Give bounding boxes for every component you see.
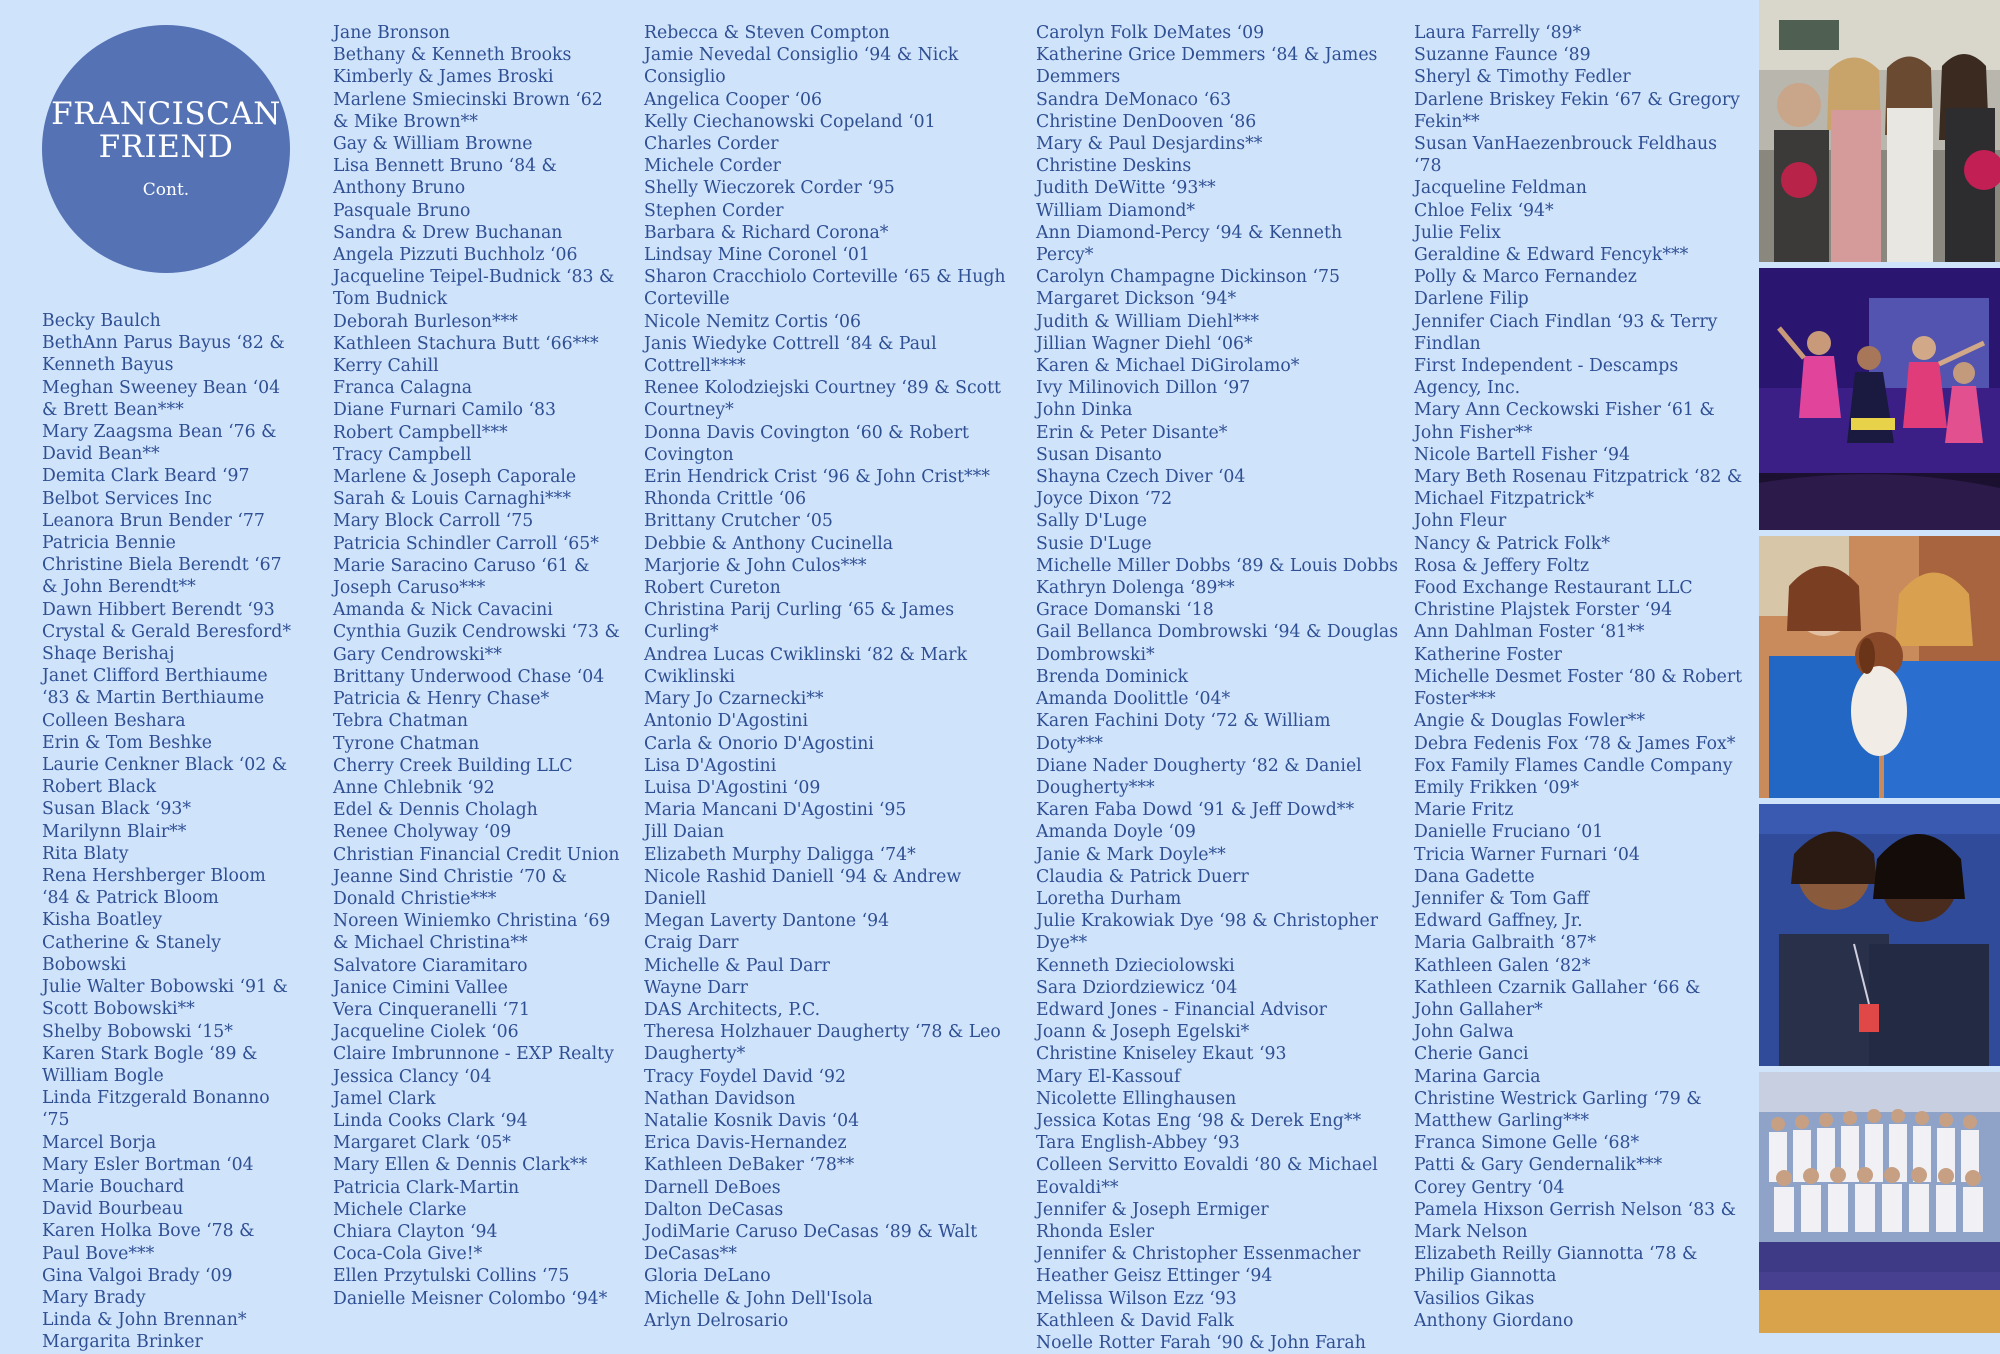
donor-entry: Ann Diamond-Percy ‘94 & Kenneth Percy* bbox=[1036, 222, 1343, 266]
donor-entry: Julie Krakowiak Dye ‘98 & Christopher Dye** bbox=[1036, 911, 1378, 954]
donor-entry: Sarah & Louis Carnaghi*** bbox=[333, 489, 571, 510]
donor-entry: Marjorie & John Culos*** bbox=[644, 555, 867, 576]
donor-entry: Charles Corder bbox=[644, 134, 779, 155]
donor-entry: Kathleen Stachura Butt ‘66*** bbox=[333, 333, 599, 354]
donor-entry: JodiMarie Caruso DeCasas ‘89 & Walt DeCasas** bbox=[644, 1221, 978, 1265]
donor-entry: Judith & William Diehl*** bbox=[1036, 311, 1260, 332]
donor-entry: Kenneth Dzieciolowski bbox=[1036, 955, 1235, 976]
donor-entry: DAS Architects, P.C. bbox=[644, 999, 821, 1020]
donor-entry: Carolyn Champagne Dickinson ‘75 bbox=[1036, 267, 1340, 288]
donor-entry: Sharon Cracchiolo Corteville ‘65 & Hugh Corteville bbox=[644, 267, 1006, 310]
donor-entry: Karen Fachini Doty ‘72 & William Doty*** bbox=[1036, 711, 1331, 754]
donor-entry: Marie Fritz bbox=[1414, 800, 1514, 821]
donor-column-5 bbox=[1414, 22, 1744, 1332]
donor-entry: Karen Stark Bogle ‘89 & William Bogle bbox=[42, 1043, 258, 1086]
donor-entry: Carla & Onorio D'Agostini bbox=[644, 733, 874, 754]
donor-entry: Darnell DeBoes bbox=[644, 1177, 781, 1198]
donor-entry: Mary Jo Czarnecki** bbox=[644, 689, 824, 710]
donor-entry: First Independent - Descamps Agency, Inc. bbox=[1414, 356, 1679, 399]
donor-entry: Geraldine & Edward Fencyk*** bbox=[1414, 245, 1689, 266]
donor-entry: Diane Furnari Camilo ‘83 bbox=[333, 400, 556, 421]
donor-entry: Brenda Dominick bbox=[1036, 666, 1189, 687]
donor-entry: Margaret Clark ‘05* bbox=[333, 1133, 511, 1154]
donor-entry: Sally D'Luge bbox=[1036, 511, 1147, 532]
donor-entry: Vasilios Gikas bbox=[1414, 1288, 1535, 1309]
donor-entry: Elizabeth Reilly Giannotta ‘78 & Philip Giannotta bbox=[1414, 1244, 1698, 1287]
donor-entry: Tracy Foydel David ‘92 bbox=[644, 1066, 847, 1087]
donor-entry: Jacqueline Teipel-Budnick ‘83 & Tom Budnick bbox=[333, 267, 615, 310]
donor-entry: Nancy & Patrick Folk* bbox=[1414, 533, 1610, 554]
donor-entry: Katherine Grice Demmers ‘84 & James Demmers bbox=[1036, 45, 1378, 88]
donor-entry: Susie D'Luge bbox=[1036, 533, 1152, 554]
donor-entry: John Fleur bbox=[1414, 511, 1507, 532]
donor-entry: Debbie & Anthony Cucinella bbox=[644, 533, 894, 554]
donor-column-3 bbox=[644, 22, 1016, 1332]
donor-entry: Shelby Bobowski ‘15* bbox=[42, 1021, 233, 1042]
donor-column-1 bbox=[42, 310, 297, 1354]
donor-entry: Mary Zaagsma Bean ‘76 & David Bean** bbox=[42, 422, 277, 465]
donor-entry: Erin & Tom Beshke bbox=[42, 732, 212, 753]
photo-two-students bbox=[1759, 804, 2000, 1066]
donor-entry: Melissa Wilson Ezz ‘93 bbox=[1036, 1288, 1237, 1309]
donor-entry: Dawn Hibbert Berendt ‘93 bbox=[42, 599, 275, 620]
donor-entry: Coca-Cola Give!* bbox=[333, 1244, 483, 1265]
donor-entry: Lisa Bennett Bruno ‘84 & Anthony Bruno bbox=[333, 156, 557, 199]
donor-entry: Franca Simone Gelle ‘68* bbox=[1414, 1133, 1640, 1154]
donor-entry: Mary Block Carroll ‘75 bbox=[333, 511, 534, 532]
donor-entry: Michele Clarke bbox=[333, 1199, 467, 1220]
badge-continued-label: Cont. bbox=[142, 180, 190, 200]
donor-entry: Sheryl & Timothy Fedler bbox=[1414, 67, 1631, 88]
donor-entry: Gail Bellanca Dombrowski ‘94 & Douglas Dombrowski* bbox=[1036, 622, 1399, 665]
donor-entry: Tyrone Chatman bbox=[333, 733, 480, 754]
donor-entry: Susan Black ‘93* bbox=[42, 799, 192, 820]
donor-entry: Kathleen DeBaker ‘78** bbox=[644, 1155, 855, 1176]
donor-entry: Loretha Durham bbox=[1036, 888, 1182, 909]
photo-students-with-dog bbox=[1759, 536, 2000, 798]
donor-entry: Andrea Lucas Cwiklinski ‘82 & Mark Cwiklinski bbox=[644, 644, 968, 687]
donor-entry: Shelly Wieczorek Corder ‘95 bbox=[644, 178, 895, 199]
donor-entry: Kelly Ciechanowski Copeland ‘01 bbox=[644, 111, 936, 132]
donor-entry: Julie Felix bbox=[1414, 222, 1501, 243]
donor-entry: Megan Laverty Dantone ‘94 bbox=[644, 911, 890, 932]
donor-entry: Lindsay Mine Coronel ‘01 bbox=[644, 245, 870, 266]
donor-entry: Marie Saracino Caruso ‘61 & Joseph Caruso*** bbox=[333, 555, 590, 599]
donor-entry: Erin Hendrick Crist ‘96 & John Crist*** bbox=[644, 467, 990, 488]
donor-entry: Cherie Ganci bbox=[1414, 1044, 1529, 1065]
donor-entry: Margaret Dickson ‘94* bbox=[1036, 289, 1237, 310]
donor-entry: Diane Nader Dougherty ‘82 & Daniel Dougherty*** bbox=[1036, 755, 1362, 798]
donor-entry: Joyce Dixon ‘72 bbox=[1036, 489, 1173, 510]
donor-entry: Marlene Smiecinski Brown ‘62 & Mike Brown** bbox=[333, 89, 603, 132]
donor-entry: Pamela Hixson Gerrish Nelson ‘83 & Mark Nelson bbox=[1414, 1199, 1737, 1242]
donor-entry: Dalton DeCasas bbox=[644, 1199, 784, 1220]
donor-entry: Nicole Bartell Fisher ‘94 bbox=[1414, 444, 1630, 465]
donor-entry: Maria Mancani D'Agostini ‘95 bbox=[644, 800, 907, 821]
donor-entry: Karen Faba Dowd ‘91 & Jeff Dowd** bbox=[1036, 800, 1355, 821]
donor-entry: Luisa D'Agostini ‘09 bbox=[644, 777, 821, 798]
donor-entry: Bethany & Kenneth Brooks bbox=[333, 45, 572, 66]
donor-entry: Catherine & Stanely Bobowski bbox=[42, 932, 222, 975]
donor-entry: Janis Wiedyke Cottrell ‘84 & Paul Cottrell**** bbox=[644, 333, 937, 377]
donor-entry: Brittany Underwood Chase ‘04 bbox=[333, 666, 605, 687]
donor-entry: Gay & William Browne bbox=[333, 134, 533, 155]
donor-entry: Jessica Clancy ‘04 bbox=[333, 1066, 492, 1087]
donor-entry: Rhonda Crittle ‘06 bbox=[644, 489, 807, 510]
donor-column-4 bbox=[1036, 22, 1400, 1354]
donor-entry: Tara English-Abbey ‘93 bbox=[1036, 1133, 1240, 1154]
donor-entry: Erin & Peter Disante* bbox=[1036, 422, 1228, 443]
donor-entry: Emily Frikken ‘09* bbox=[1414, 777, 1580, 798]
donor-entry: Patricia & Henry Chase* bbox=[333, 689, 550, 710]
donor-entry: Rhonda Esler bbox=[1036, 1221, 1155, 1242]
donor-entry: Natalie Kosnik Davis ‘04 bbox=[644, 1110, 860, 1131]
donor-entry: Jamie Nevedal Consiglio ‘94 & Nick Consiglio bbox=[644, 45, 959, 88]
donor-entry: Brittany Crutcher ‘05 bbox=[644, 511, 833, 532]
donor-entry: Meghan Sweeney Bean ‘04 & Brett Bean*** bbox=[42, 377, 281, 420]
donor-entry: Christine Plajstek Forster ‘94 bbox=[1414, 600, 1673, 621]
donor-entry: Jill Daian bbox=[644, 822, 725, 843]
donor-entry: Ellen Przytulski Collins ‘75 bbox=[333, 1266, 570, 1287]
donor-entry: Michelle & Paul Darr bbox=[644, 955, 830, 976]
donor-entry: Rosa & Jeffery Foltz bbox=[1414, 555, 1590, 576]
donor-entry: Tracy Campbell bbox=[333, 444, 472, 465]
donor-entry: Lisa D'Agostini bbox=[644, 755, 777, 776]
donor-entry: Christine DenDooven ‘86 bbox=[1036, 111, 1257, 132]
donor-entry: Elizabeth Murphy Daligga ‘74* bbox=[644, 844, 916, 865]
donor-entry: Christine Deskins bbox=[1036, 156, 1192, 177]
donor-entry: Theresa Holzhauer Daugherty ‘78 & Leo Daugherty* bbox=[644, 1022, 1001, 1065]
donor-entry: Christian Financial Credit Union bbox=[333, 844, 620, 865]
donor-entry: Darlene Filip bbox=[1414, 289, 1529, 310]
donor-entry: Sara Dziordziewicz ‘04 bbox=[1036, 977, 1238, 998]
donor-entry: Claudia & Patrick Duerr bbox=[1036, 866, 1249, 887]
donor-entry: Deborah Burleson*** bbox=[333, 311, 518, 332]
donor-entry: Amanda & Nick Cavacini bbox=[333, 600, 553, 621]
donor-entry: Claire Imbrunnone - EXP Realty bbox=[333, 1044, 614, 1065]
donor-entry: Franca Calagna bbox=[333, 378, 473, 399]
donor-entry: Jennifer & Tom Gaff bbox=[1414, 888, 1590, 909]
donor-entry: Mary & Paul Desjardins** bbox=[1036, 134, 1263, 155]
donor-entry: David Bourbeau bbox=[42, 1199, 184, 1220]
donor-entry: Danielle Meisner Colombo ‘94* bbox=[333, 1288, 608, 1309]
donor-entry: John Dinka bbox=[1036, 400, 1133, 421]
donor-entry: Anthony Giordano bbox=[1414, 1310, 1574, 1331]
donor-entry: Mary Ann Ceckowski Fisher ‘61 & John Fisher** bbox=[1414, 400, 1715, 443]
donor-entry: Antonio D'Agostini bbox=[644, 711, 809, 732]
photo-dance-performance bbox=[1759, 268, 2000, 530]
donor-entry: Craig Darr bbox=[644, 933, 739, 954]
donor-entry: Nathan Davidson bbox=[644, 1088, 796, 1109]
donor-entry: Christina Parij Curling ‘65 & James Curling* bbox=[644, 600, 955, 643]
donor-entry: Ann Dahlman Foster ‘81** bbox=[1414, 622, 1645, 643]
donor-entry: Arlyn Delrosario bbox=[644, 1310, 789, 1331]
donor-entry: Amanda Doyle ‘09 bbox=[1036, 822, 1196, 843]
donor-entry: Christine Biela Berendt ‘67 & John Berendt** bbox=[42, 555, 282, 598]
donor-entry: Patricia Clark-Martin bbox=[333, 1177, 520, 1198]
donor-entry: Fox Family Flames Candle Company bbox=[1414, 755, 1733, 776]
franciscan-friend-badge bbox=[42, 25, 290, 273]
donor-entry: Jennifer & Joseph Ermiger bbox=[1036, 1199, 1269, 1220]
donor-entry: Robert Cureton bbox=[644, 578, 781, 599]
donor-entry: Colleen Beshara bbox=[42, 710, 186, 731]
donor-entry: Marlene & Joseph Caporale bbox=[333, 467, 577, 488]
donor-entry: Edward Gaffney, Jr. bbox=[1414, 911, 1583, 932]
donor-entry: Linda & John Brennan* bbox=[42, 1310, 247, 1331]
donor-entry: Carolyn Folk DeMates ‘09 bbox=[1036, 23, 1265, 43]
donor-entry: Kimberly & James Broski bbox=[333, 67, 554, 88]
donor-entry: Grace Domanski ‘18 bbox=[1036, 600, 1214, 621]
donor-entry: Noreen Winiemko Christina ‘69 & Michael Christina** bbox=[333, 911, 611, 954]
donor-entry: Corey Gentry ‘04 bbox=[1414, 1177, 1565, 1198]
donor-entry: Sandra DeMonaco ‘63 bbox=[1036, 89, 1232, 110]
donor-entry: Cherry Creek Building LLC bbox=[333, 755, 573, 776]
donor-entry: Laura Farrelly ‘89* bbox=[1414, 23, 1582, 43]
donor-entry: Angela Pizzuti Buchholz ‘06 bbox=[333, 245, 578, 266]
donor-entry: Marcel Borja bbox=[42, 1132, 157, 1153]
donor-entry: Rita Blaty bbox=[42, 843, 129, 864]
donor-entry: Michelle & John Dell'Isola bbox=[644, 1288, 873, 1309]
donor-entry: Katherine Foster bbox=[1414, 644, 1562, 665]
donor-entry: Sandra & Drew Buchanan bbox=[333, 222, 563, 243]
donor-entry: BethAnn Parus Bayus ‘82 & Kenneth Bayus bbox=[42, 333, 285, 376]
donor-entry: Leanora Brun Bender ‘77 bbox=[42, 510, 265, 531]
donor-entry: Nicole Nemitz Cortis ‘06 bbox=[644, 311, 861, 332]
donor-entry: Karen Holka Bove ‘78 & Paul Bove*** bbox=[42, 1221, 255, 1264]
donor-entry: Colleen Servitto Eovaldi ‘80 & Michael Eovaldi** bbox=[1036, 1155, 1378, 1198]
donor-entry: Cynthia Guzik Cendrowski ‘73 & Gary Cendrowski** bbox=[333, 622, 620, 665]
donor-entry: Jennifer Ciach Findlan ‘93 & Terry Findlan bbox=[1414, 311, 1718, 354]
donor-entry: Pasquale Bruno bbox=[333, 200, 471, 221]
donor-entry: Crystal & Gerald Beresford* bbox=[42, 621, 291, 642]
photo-volleyball-team bbox=[1759, 1072, 2000, 1333]
donor-entry: Michele Corder bbox=[644, 156, 781, 177]
donor-entry: Polly & Marco Fernandez bbox=[1414, 267, 1637, 288]
donor-entry: Laurie Cenkner Black ‘02 & Robert Black bbox=[42, 755, 288, 798]
donor-entry: Janie & Mark Doyle** bbox=[1036, 844, 1226, 865]
donor-entry: Shaqe Berishaj bbox=[42, 644, 175, 665]
donor-entry: Nicolette Ellinghausen bbox=[1036, 1088, 1237, 1109]
donor-entry: Christine Westrick Garling ‘79 & Matthew Garling*** bbox=[1414, 1088, 1702, 1131]
donor-entry: Jessica Kotas Eng ‘98 & Derek Eng** bbox=[1036, 1110, 1362, 1131]
donor-entry: Mary El-Kassouf bbox=[1036, 1066, 1181, 1087]
donor-entry: Chiara Clayton ‘94 bbox=[333, 1221, 498, 1242]
donor-entry: Kathleen Czarnik Gallaher ‘66 & John Gallaher* bbox=[1414, 977, 1701, 1020]
donor-entry: Patricia Bennie bbox=[42, 533, 176, 554]
donor-entry: Shayna Czech Diver ‘04 bbox=[1036, 467, 1246, 488]
donor-entry: Mary Beth Rosenau Fitzpatrick ‘82 & Michael Fitzpatrick* bbox=[1414, 467, 1743, 510]
donor-entry: Vera Cinqueranelli ‘71 bbox=[333, 999, 530, 1020]
donor-entry: Anne Chlebnik ‘92 bbox=[333, 777, 495, 798]
donor-entry: Donna Davis Covington ‘60 & Robert Covington bbox=[644, 422, 969, 465]
donor-entry: Mary Ellen & Dennis Clark** bbox=[333, 1155, 588, 1176]
donor-entry: Edel & Dennis Cholagh bbox=[333, 800, 538, 821]
donor-entry: Gloria DeLano bbox=[644, 1266, 771, 1287]
donor-entry: Salvatore Ciaramitaro bbox=[333, 955, 528, 976]
donor-entry: Kathleen Galen ‘82* bbox=[1414, 955, 1591, 976]
donor-column-2 bbox=[333, 22, 623, 1310]
donor-entry: Chloe Felix ‘94* bbox=[1414, 200, 1554, 221]
donor-entry: Darlene Briskey Fekin ‘67 & Gregory Fekin** bbox=[1414, 89, 1740, 132]
donor-entry: Judith DeWitte ‘93** bbox=[1036, 178, 1216, 199]
donor-entry: Linda Cooks Clark ‘94 bbox=[333, 1110, 528, 1131]
donor-entry: Mary Esler Bortman ‘04 bbox=[42, 1154, 254, 1175]
donor-entry: Joann & Joseph Egelski* bbox=[1036, 1022, 1250, 1043]
donor-entry: Heather Geisz Ettinger ‘94 bbox=[1036, 1266, 1273, 1287]
donor-entry: Jamel Clark bbox=[333, 1088, 436, 1109]
donor-entry: Belbot Services Inc bbox=[42, 488, 212, 509]
donor-entry: Nicole Rashid Daniell ‘94 & Andrew Daniell bbox=[644, 866, 962, 909]
donor-entry: Kisha Boatley bbox=[42, 910, 163, 931]
donor-entry: Dana Gadette bbox=[1414, 866, 1535, 887]
donor-entry: Marina Garcia bbox=[1414, 1066, 1541, 1087]
photo-strip bbox=[1759, 0, 2000, 1333]
donor-entry: John Galwa bbox=[1414, 1022, 1514, 1043]
donor-entry: Tricia Warner Furnari ‘04 bbox=[1414, 844, 1640, 865]
donor-entry: Ivy Milinovich Dillon ‘97 bbox=[1036, 378, 1251, 399]
donor-entry: Janet Clifford Berthiaume ‘83 & Martin Berthiaume bbox=[42, 666, 268, 709]
donor-entry: Jennifer & Christopher Essenmacher bbox=[1036, 1244, 1361, 1265]
donor-entry: Rena Hershberger Bloom ‘84 & Patrick Bloom bbox=[42, 866, 266, 909]
donor-entry: Kerry Cahill bbox=[333, 356, 439, 377]
donor-entry: Julie Walter Bobowski ‘91 & Scott Bobowski** bbox=[42, 977, 288, 1020]
donor-entry: Demita Clark Beard ‘97 bbox=[42, 466, 250, 487]
donor-entry: Stephen Corder bbox=[644, 200, 784, 221]
donor-entry: Jeanne Sind Christie ‘70 & Donald Christie*** bbox=[333, 866, 568, 909]
donor-entry: Michelle Miller Dobbs ‘89 & Louis Dobbs bbox=[1036, 555, 1399, 576]
donor-entry: Marilynn Blair** bbox=[42, 821, 187, 842]
donor-entry: Patricia Schindler Carroll ‘65* bbox=[333, 533, 599, 554]
donor-entry: Susan VanHaezenbrouck Feldhaus ‘78 bbox=[1414, 134, 1717, 177]
donor-entry: Rebecca & Steven Compton bbox=[644, 23, 890, 43]
donor-entry: Michelle Desmet Foster ‘80 & Robert Foster*** bbox=[1414, 666, 1743, 710]
donor-entry: Patti & Gary Gendernalik*** bbox=[1414, 1155, 1663, 1176]
donor-entry: Christine Kniseley Ekaut ‘93 bbox=[1036, 1044, 1287, 1065]
donor-entry: Jacqueline Ciolek ‘06 bbox=[333, 1022, 519, 1043]
donor-entry: William Diamond* bbox=[1036, 200, 1196, 221]
donor-entry: Debra Fedenis Fox ‘78 & James Fox* bbox=[1414, 733, 1736, 754]
donor-entry: Jacqueline Feldman bbox=[1414, 178, 1587, 199]
donor-entry: Edward Jones - Financial Advisor bbox=[1036, 999, 1327, 1020]
badge-title-line2: FRIEND bbox=[98, 129, 234, 165]
donor-entry: Suzanne Faunce ‘89 bbox=[1414, 45, 1591, 66]
donor-entry: Jillian Wagner Diehl ‘06* bbox=[1036, 333, 1253, 354]
donor-entry: Food Exchange Restaurant LLC bbox=[1414, 578, 1693, 599]
donor-entry: Karen & Michael DiGirolamo* bbox=[1036, 356, 1300, 377]
donor-entry: Maria Galbraith ‘87* bbox=[1414, 933, 1597, 954]
donor-entry: Tebra Chatman bbox=[333, 711, 468, 732]
donor-entry: Linda Fitzgerald Bonanno ‘75 bbox=[42, 1088, 270, 1131]
badge-title-line1: FRANCISCAN bbox=[51, 96, 281, 132]
donor-entry: Amanda Doolittle ‘04* bbox=[1036, 689, 1231, 710]
donor-entry: Kathryn Dolenga ‘89** bbox=[1036, 578, 1235, 599]
donor-entry: Becky Baulch bbox=[42, 311, 161, 331]
donor-entry: Barbara & Richard Corona* bbox=[644, 222, 889, 243]
donor-entry: Jane Bronson bbox=[333, 23, 450, 43]
photo-students-with-flowers bbox=[1759, 0, 2000, 262]
donor-entry: Kathleen & David Falk bbox=[1036, 1310, 1234, 1331]
donor-entry: Angelica Cooper ‘06 bbox=[644, 89, 822, 110]
donor-entry: Margarita Brinker bbox=[42, 1332, 203, 1353]
donor-entry: Marie Bouchard bbox=[42, 1176, 185, 1197]
donor-entry: Renee Cholyway ‘09 bbox=[333, 822, 512, 843]
donor-entry: Janice Cimini Vallee bbox=[333, 977, 508, 998]
donor-entry: Angie & Douglas Fowler** bbox=[1414, 711, 1645, 732]
donor-entry: Susan Disanto bbox=[1036, 444, 1162, 465]
donor-entry: Noelle Rotter Farah ‘90 & John Farah bbox=[1036, 1332, 1366, 1353]
donor-entry: Mary Brady bbox=[42, 1287, 146, 1308]
donor-entry: Danielle Fruciano ‘01 bbox=[1414, 822, 1604, 843]
donor-entry: Erica Davis-Hernandez bbox=[644, 1133, 847, 1154]
donor-entry: Gina Valgoi Brady ‘09 bbox=[42, 1265, 233, 1286]
donor-entry: Renee Kolodziejski Courtney ‘89 & Scott Courtney* bbox=[644, 378, 1001, 421]
donor-entry: Robert Campbell*** bbox=[333, 422, 508, 443]
donor-entry: Wayne Darr bbox=[644, 977, 748, 998]
